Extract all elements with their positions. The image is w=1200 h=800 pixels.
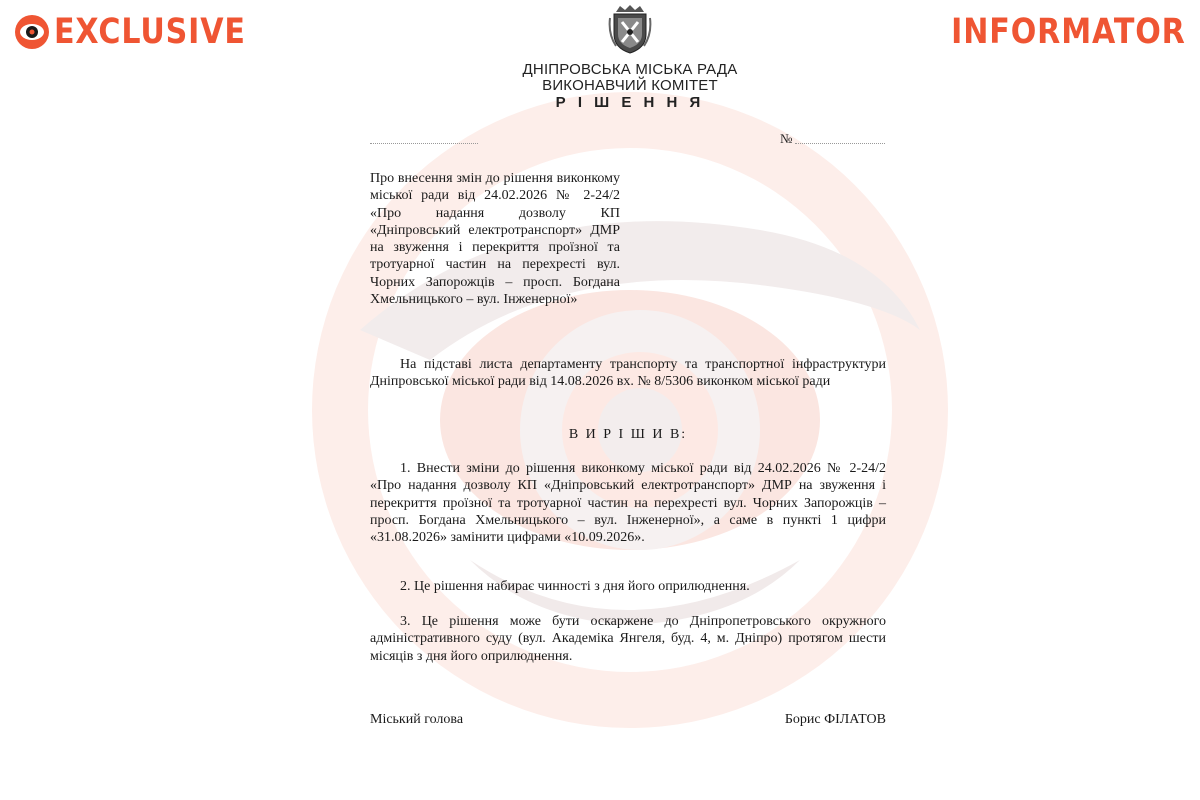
brand-exclusive: [14, 12, 277, 52]
date-field-line: [370, 143, 478, 144]
decision-point-2: 2. Це рішення набирає чинності з дня його оприлюднення.: [400, 579, 750, 594]
decision-point-1: 1. Внести зміни до рішення виконкому міської ради від 24.02.2026 № 2-24/2 «Про надання дозволу КП «Дніпровський електротранспорт» ДМР на звуження і перекриття проїзної та тротуарної частин на перехресті вул. Чорних Запорожців – просп. Богдана Хмельницького – вул. Інженерної», а саме в пункті 1 цифри «31.08.2026» замінити цифрами «10.09.2026».: [370, 461, 886, 546]
coat-of-arms-icon: [606, 4, 654, 54]
number-field-line: [795, 143, 885, 144]
document-type: Р І Ш Е Н Н Я: [555, 94, 705, 111]
decided-heading: В И Р І Ш И В:: [568, 427, 688, 442]
number-label: №: [780, 131, 793, 146]
basis-paragraph: На підставі листа департаменту транспорту та транспортної інфраструктури Дніпровської міської ради від 14.08.2026 вх. № 8/5306 виконком міської ради: [370, 357, 886, 390]
brand-informator: INFORMATOR: [951, 12, 1186, 52]
eye-logo-icon: [14, 14, 50, 50]
signatory-position: Міський голова: [370, 712, 464, 727]
signatory-name: Борис ФІЛАТОВ: [784, 712, 886, 727]
committee-name: ВИКОНАВЧИЙ КОМІТЕТ: [542, 77, 718, 94]
decision-point-3: 3. Це рішення може бути оскаржене до Дніпропетровського окружного адміністративного суду (вул. Академіка Янгеля, буд. 4, м. Дніпро) протягом шести місяців з дня його оприлюднення.: [370, 614, 886, 664]
council-name: ДНІПРОВСЬКА МІСЬКА РАДА: [522, 61, 738, 78]
decision-subject: Про внесення змін до рішення виконкому міської ради від 24.02.2026 № 2-24/2 «Про надання дозволу КП «Дніпровський електротранспорт» ДМР на звуження і перекриття проїзної та тротуарної частин на перехресті вул. Чорних Запорожців – просп. Богдана Хмельницького – вул. Інженерної»: [370, 171, 620, 308]
document-header: [430, 62, 830, 112]
brand-left-text: EXCLUSIVE: [54, 12, 246, 52]
